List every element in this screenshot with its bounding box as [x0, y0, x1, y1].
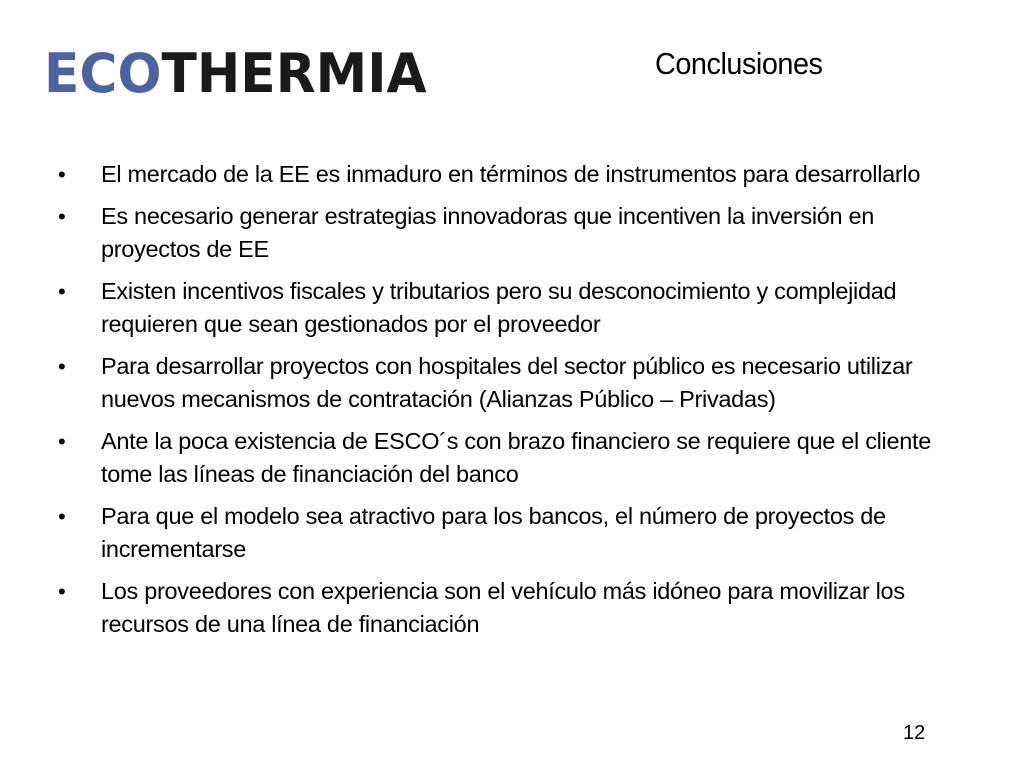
logo-thermia-text: THERMIA — [161, 42, 427, 105]
bullet-text: El mercado de la EE es inmaduro en términos de instrumentos para desarrollarlo — [101, 161, 921, 187]
bullet-text: Ante la poca existencia de ESCO´s con brazo financiero se requiere que el cliente tome las líneas de financiación del banco — [101, 428, 932, 487]
bullet-icon: • — [58, 162, 66, 187]
bullet-icon: • — [58, 579, 66, 604]
bullet-icon: • — [58, 204, 66, 229]
list-item — [58, 350, 958, 416]
bullet-text: Para desarrollar proyectos con hospitales del sector público es necesario utilizar nuevos mecanismos de contratación (Alianzas Público – Privadas) — [101, 353, 913, 412]
page-number: 12 — [903, 722, 926, 744]
bullet-icon: • — [58, 354, 66, 379]
bullet-icon: • — [58, 279, 66, 304]
list-item — [58, 158, 958, 191]
conclusions-list — [58, 158, 958, 650]
bullet-text: Los proveedores con experiencia son el vehículo más idóneo para movilizar los recursos de una línea de financiación — [101, 578, 905, 637]
list-item — [58, 425, 958, 491]
list-item — [58, 200, 958, 266]
bullet-text: Existen incentivos fiscales y tributarios pero su desconocimiento y complejidad requieren que sean gestionados por el proveedor — [101, 278, 897, 337]
list-item — [58, 575, 958, 641]
bullet-icon: • — [58, 429, 66, 454]
bullet-text: Para que el modelo sea atractivo para los bancos, el número de proyectos de incrementarse — [101, 503, 886, 562]
logo-eco-text: ECO — [44, 42, 162, 105]
list-item — [58, 500, 958, 566]
bullet-text: Es necesario generar estrategias innovadoras que incentiven la inversión en proyectos de EE — [101, 203, 875, 262]
ecothermia-logo — [44, 44, 427, 104]
slide-title: Conclusiones — [655, 46, 823, 81]
list-item — [58, 275, 958, 341]
bullet-icon: • — [58, 504, 66, 529]
